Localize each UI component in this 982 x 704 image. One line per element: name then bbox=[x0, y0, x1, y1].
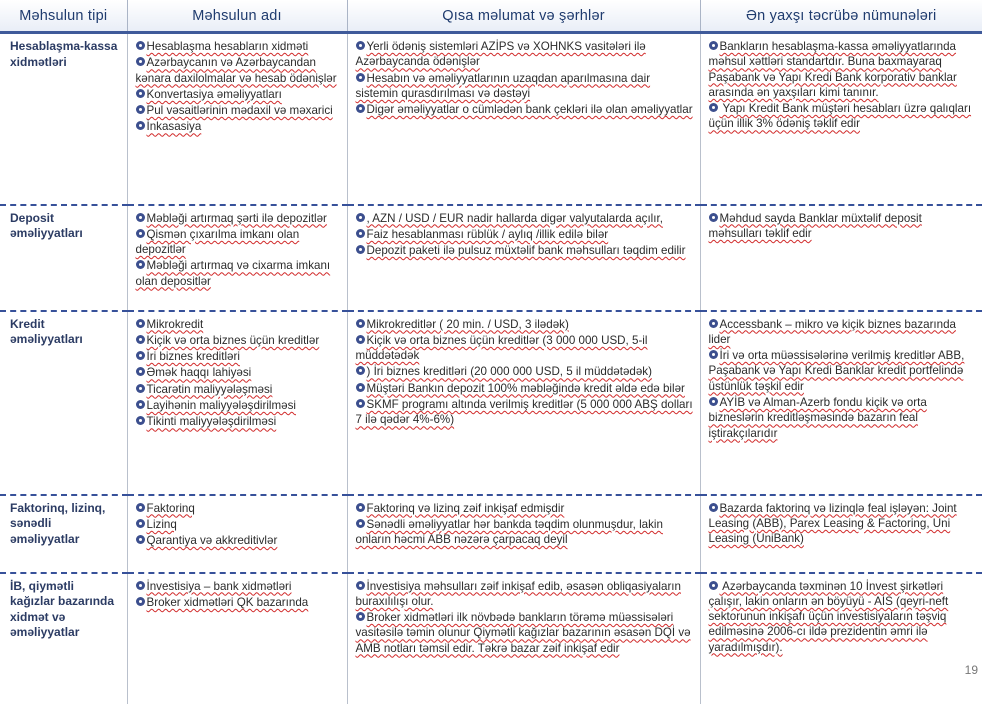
list-item bbox=[136, 103, 341, 118]
bullet-icon bbox=[709, 350, 718, 359]
item-text: Lizinq bbox=[146, 517, 177, 531]
list-item bbox=[136, 258, 341, 289]
bullet-icon bbox=[136, 105, 145, 114]
list-item bbox=[136, 414, 341, 429]
product-type-cell: İB, qiymətli kağızlar bazarında xidmət və əməliyyatlar bbox=[0, 573, 127, 704]
list-item bbox=[356, 317, 694, 332]
best-practice-cell bbox=[700, 573, 982, 704]
list-item bbox=[709, 395, 977, 441]
list-item bbox=[356, 211, 694, 226]
list-item bbox=[356, 381, 694, 396]
item-text: İnvestisiya – bank xidmətləri bbox=[146, 579, 292, 593]
bullet-icon bbox=[136, 351, 145, 360]
list-item bbox=[136, 365, 341, 380]
item-text: Hesabın və əməliyyatlarının uzaqdan aparılmasına dair sistemin qurasdırılması və dəstəyi bbox=[355, 71, 651, 100]
best-practice-cell bbox=[700, 205, 982, 311]
best-practice-cell bbox=[700, 33, 982, 205]
info-cell bbox=[347, 495, 700, 573]
table-row bbox=[0, 573, 982, 704]
item-text: AYİB və Alman-Azerb fondu kiçik və orta bizneslərin kreditləşməsində bazarın feal iştirakçılarıdır bbox=[708, 395, 927, 440]
header-best-practice: Ən yaxşı təcrübə nümunələri bbox=[700, 0, 982, 33]
list-item bbox=[356, 501, 694, 516]
bullet-icon bbox=[136, 89, 145, 98]
item-text: Yapı Kredit Bank müştəri hesabları üzrə qalıqları üçün illik 3% ödəniş təklif edir bbox=[708, 102, 972, 131]
product-name-cell bbox=[127, 205, 347, 311]
item-text: Qarantiya və akkreditivlər bbox=[146, 534, 278, 548]
list-item bbox=[136, 501, 341, 516]
bullet-icon bbox=[356, 399, 365, 408]
product-type-cell: Deposit əməliyyatları bbox=[0, 205, 127, 311]
product-name-cell bbox=[127, 311, 347, 495]
list-item bbox=[356, 579, 694, 610]
item-text: Accessbank – mikro və kiçik biznes bazarında lider bbox=[708, 317, 956, 346]
bullet-icon bbox=[356, 366, 365, 375]
item-text: Bazarda faktorinq və lizinqlə feal işləyən: Joint Leasing (ABB), Parex Leasing & Factoring, Uni Leasing (UniBank) bbox=[708, 501, 957, 546]
list-item bbox=[136, 227, 341, 258]
product-name-cell bbox=[127, 573, 347, 704]
bullet-icon bbox=[356, 503, 365, 512]
item-text: Depozit paketi ilə pulsuz müxtəlif bank məhsulları təqdim edilir bbox=[366, 244, 686, 258]
product-name-cell bbox=[127, 33, 347, 205]
item-text: ) İri biznes kreditləri (20 000 000 USD, 5 il müddətədək) bbox=[366, 365, 652, 379]
bullet-icon bbox=[136, 335, 145, 344]
list-item bbox=[709, 501, 977, 547]
bullet-icon bbox=[136, 41, 145, 50]
list-item bbox=[136, 317, 341, 332]
item-text: Hesablaşma hesabların xidməti bbox=[146, 40, 309, 53]
product-name-cell bbox=[127, 495, 347, 573]
bullet-icon bbox=[356, 73, 365, 82]
header-product-type: Məhsulun tipi bbox=[0, 0, 127, 33]
table-row bbox=[0, 495, 982, 573]
page-number: 19 bbox=[964, 663, 978, 677]
item-text: Bankların hesablaşma-kassa əməliyyatlarında məhsul xəttləri standartdır. Buna baxmayaraq Paşabank və Yapı Kredi Bank korporativ banklar arasında ən yaxşıları kimi tanınır. bbox=[708, 40, 957, 99]
list-item bbox=[356, 227, 694, 242]
item-text: Mikrokreditlər ( 20 min. / USD, 3 ilədək) bbox=[366, 317, 569, 331]
bullet-icon bbox=[709, 319, 718, 328]
bullet-icon bbox=[356, 41, 365, 50]
list-item bbox=[709, 211, 977, 242]
list-item bbox=[136, 533, 341, 548]
list-item bbox=[136, 398, 341, 413]
list-item bbox=[356, 71, 694, 102]
bullet-icon bbox=[136, 503, 145, 512]
list-item bbox=[709, 39, 977, 100]
product-type-cell: Faktorinq, lizinq, sənədli əməliyyatlar bbox=[0, 495, 127, 573]
table-row bbox=[0, 33, 982, 205]
list-item bbox=[136, 595, 341, 610]
item-text: Əmək haqqı lahiyəsi bbox=[146, 366, 252, 380]
item-text: Faktorinq və lizinq zəif inkişaf edmişdir bbox=[366, 501, 565, 515]
item-text: Layihənin maliyyələşdirilməsi bbox=[146, 398, 296, 412]
bullet-icon bbox=[356, 104, 365, 113]
list-item bbox=[136, 119, 341, 134]
table-row bbox=[0, 311, 982, 495]
list-item bbox=[356, 364, 694, 379]
list-item bbox=[709, 579, 977, 655]
bullet-icon bbox=[136, 400, 145, 409]
list-item bbox=[709, 348, 977, 394]
item-text: İnvestisiya məhsulları zəif inkişaf edib, əsasən obliqasiyaların buraxılılışı olur. bbox=[355, 579, 681, 608]
item-text: Qismən çıxarılma imkanı olan depozitlər bbox=[135, 227, 300, 257]
list-item bbox=[136, 349, 341, 364]
info-cell bbox=[347, 205, 700, 311]
list-item bbox=[356, 39, 694, 70]
bullet-icon bbox=[356, 383, 365, 392]
item-text: İri və orta müəssisələrinə verilmiş kreditlər ABB, Paşabank və Yapı Kredi Banklar kredit portfelində üstünlük təşkil edir bbox=[708, 349, 965, 393]
bullet-icon bbox=[709, 581, 718, 590]
item-text: Müştəri Bankın depozit 100% məbləğində kredit əldə edə bilər bbox=[366, 381, 685, 395]
bullet-icon bbox=[136, 121, 145, 130]
item-text: Konvertasiya əməliyyatları bbox=[146, 87, 282, 101]
item-text: Broker xidmətləri ilk növbədə bankların törəmə müəssisələri vasitəsilə təmin olunur Qiymətli kağızlar bazarının əsasən DQİ və AMB notları təmsil edir. Təkrə bazar zəif inkişaf edir bbox=[355, 611, 691, 655]
item-text: Faktorinq bbox=[146, 501, 195, 515]
bullet-icon bbox=[709, 103, 718, 112]
list-item bbox=[136, 39, 341, 54]
bullet-icon bbox=[356, 245, 365, 254]
list-item bbox=[356, 333, 694, 364]
item-text: Yerli ödəniş sistemləri AZİPS və XOHNKS vasitələri ilə Azərbaycanda ödənişlər bbox=[355, 40, 646, 69]
list-item bbox=[709, 317, 977, 348]
bullet-icon bbox=[136, 519, 145, 528]
bullet-icon bbox=[709, 41, 718, 50]
info-cell bbox=[347, 311, 700, 495]
list-item bbox=[136, 87, 341, 102]
header-row bbox=[0, 0, 982, 33]
bullet-icon bbox=[356, 229, 365, 238]
best-practice-cell bbox=[700, 495, 982, 573]
item-text: Pul vəsaitlərinin mədaxil və məxarici bbox=[146, 104, 333, 118]
list-item bbox=[136, 55, 341, 86]
header-product-name: Məhsulun adı bbox=[127, 0, 347, 33]
list-item bbox=[136, 211, 341, 226]
header-short-info: Qısa məlumat və şərhlər bbox=[347, 0, 700, 33]
item-text: Mikrokredit bbox=[146, 317, 204, 331]
list-item bbox=[709, 101, 977, 132]
bullet-icon bbox=[136, 229, 145, 238]
list-item bbox=[356, 517, 694, 548]
info-cell bbox=[347, 33, 700, 205]
item-text: , AZN / USD / EUR nadir hallarda digər valyutalarda açılır, bbox=[366, 211, 663, 225]
best-practice-cell bbox=[700, 311, 982, 495]
bullet-icon bbox=[136, 581, 145, 590]
item-text: Məhdud sayda Banklar müxtəlif deposit məhsulları təklif edir bbox=[708, 211, 922, 240]
bullet-icon bbox=[136, 384, 145, 393]
table-row bbox=[0, 205, 982, 311]
item-text: SKMF programı altında verilmiş kreditlər (5 000 000 ABŞ dolları 7 ilə qədər 4%-6%) bbox=[355, 397, 693, 427]
bullet-icon bbox=[136, 213, 145, 222]
item-text: Kiçik və orta biznes üçün kreditlər bbox=[146, 333, 320, 347]
bullet-icon bbox=[136, 260, 145, 269]
list-item bbox=[356, 610, 694, 656]
item-text: Tikinti maliyyələşdirilməsi bbox=[146, 415, 277, 429]
list-item bbox=[356, 397, 694, 428]
bullet-icon bbox=[136, 57, 145, 66]
info-cell bbox=[347, 573, 700, 704]
bullet-icon bbox=[709, 397, 718, 406]
product-type-cell: Hesablaşma-kassa xidmətləri bbox=[0, 33, 127, 205]
bullet-icon bbox=[356, 519, 365, 528]
bullet-icon bbox=[356, 581, 365, 590]
bullet-icon bbox=[136, 535, 145, 544]
list-item bbox=[356, 243, 694, 258]
list-item bbox=[136, 333, 341, 348]
item-text: Sənədli əməliyyatlar hər bankda təqdim olunmuşdur, lakin onların həcmi ABB nəzərə çarpacaq deyil bbox=[355, 517, 663, 547]
bullet-icon bbox=[709, 503, 718, 512]
list-item bbox=[136, 579, 341, 594]
item-text: Məbləği artırmaq və cixarma imkanı olan depositlər bbox=[135, 259, 331, 288]
item-text: Digər əməliyyatlar o cümlədən bank çekləri ilə olan əməliyyatlar bbox=[366, 103, 693, 117]
item-text: İnkasasiya bbox=[146, 120, 202, 134]
bullet-icon bbox=[356, 335, 365, 344]
product-type-cell: Kredit əməliyyatları bbox=[0, 311, 127, 495]
bullet-icon bbox=[136, 367, 145, 376]
bullet-icon bbox=[136, 597, 145, 606]
bullet-icon bbox=[709, 213, 718, 222]
item-text: Kiçik və orta biznes üçün kreditlər (3 000 000 USD, 5-il müddətədək bbox=[355, 333, 648, 363]
item-text: Azərbaycanda təxminən 10 İnvest şirkətləri çalışır, lakin onların ən böyüyü - AİS (qeyri-neft sektorunun inkişafı üçün investisiyaların təşviq edilməsinə 2006-cı ildə prezidentin əmri ilə yaradılmışdır). bbox=[708, 579, 949, 654]
item-text: Broker xidmətləri QK bazarında bbox=[146, 595, 309, 609]
bullet-icon bbox=[356, 612, 365, 621]
list-item bbox=[356, 102, 694, 117]
list-item bbox=[136, 517, 341, 532]
bullet-icon bbox=[136, 319, 145, 328]
item-text: İri biznes kreditləri bbox=[146, 350, 240, 364]
item-text: Məbləği artırmaq şərti ilə depozitlər bbox=[146, 211, 327, 225]
item-text: Faiz hesablanması rüblük / aylıq /illik edilə bilər bbox=[366, 227, 609, 241]
list-item bbox=[136, 382, 341, 397]
item-text: Azərbaycanın və Azərbaycandan kənara daxilolmalar və hesab ödənişlər bbox=[135, 56, 337, 85]
bullet-icon bbox=[356, 319, 365, 328]
bullet-icon bbox=[356, 213, 365, 222]
bullet-icon bbox=[136, 416, 145, 425]
item-text: Ticarətin maliyyələşməsi bbox=[146, 382, 273, 396]
